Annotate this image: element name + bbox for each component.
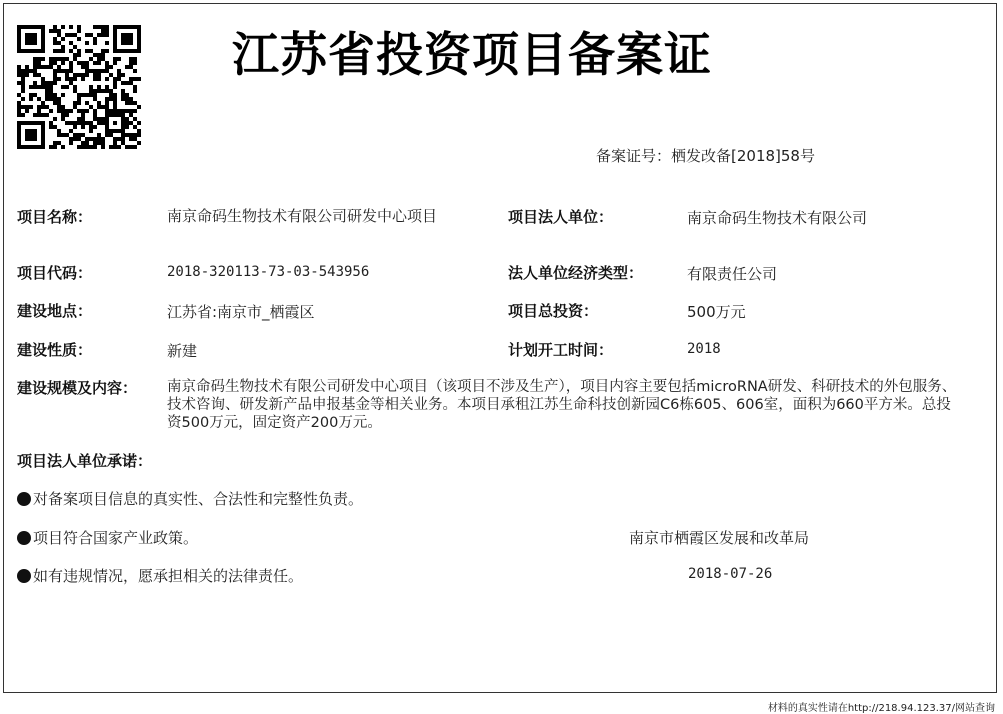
bullet-icon — [17, 569, 31, 583]
economic-type-label: 法人单位经济类型： — [508, 264, 644, 282]
certificate-title: 江苏省投资项目备案证 — [232, 28, 712, 83]
commitment-item-text: 如有违规情况，愿承担相关的法律责任。 — [33, 567, 304, 585]
certificate-frame — [3, 3, 997, 693]
scale-value: 南京命码生物技术有限公司研发中心项目（该项目不涉及生产），项目内容主要包括microRNA研发、科研技术的外包服务、技术咨询、研发新产品申报基金等相关业务。本项目承租江苏生命科技创新园C6栋605、606室，面积为660平方米。总投资500万元，固定资产200万元。 — [167, 379, 957, 431]
verification-footer: 材料的真实性请在http://218.94.123.37/网站查询 — [767, 703, 995, 714]
location-label: 建设地点： — [17, 302, 93, 320]
legal-entity-label: 项目法人单位： — [508, 208, 614, 226]
scale-label: 建设规模及内容： — [17, 379, 138, 397]
total-investment-label: 项目总投资： — [508, 302, 599, 320]
project-code-label: 项目代码： — [17, 264, 93, 282]
project-name-label: 项目名称： — [17, 208, 93, 226]
project-name-value: 南京命码生物技术有限公司研发中心项目 — [167, 207, 438, 225]
issue-date: 2018-07-26 — [688, 566, 773, 582]
bullet-icon — [17, 531, 31, 545]
start-time-label: 计划开工时间： — [508, 341, 614, 359]
nature-value: 新建 — [167, 342, 198, 360]
commitment-heading: 项目法人单位承诺： — [17, 452, 153, 470]
bullet-icon — [17, 492, 31, 506]
record-number: 备案证号：栖发改备[2018]58号 — [596, 147, 815, 165]
commitment-item-text: 对备案项目信息的真实性、合法性和完整性负责。 — [33, 490, 364, 508]
issuer-name: 南京市栖霞区发展和改革局 — [629, 529, 810, 547]
location-value: 江苏省:南京市_栖霞区 — [167, 303, 315, 321]
commitment-item — [17, 565, 303, 586]
commitment-item-text: 项目符合国家产业政策。 — [33, 529, 199, 547]
economic-type-value: 有限责任公司 — [687, 265, 778, 283]
commitment-item — [17, 527, 198, 548]
qr-code-icon — [17, 25, 141, 149]
nature-label: 建设性质： — [17, 341, 93, 359]
commitment-item — [17, 488, 363, 509]
start-time-value: 2018 — [687, 341, 721, 357]
project-code-value: 2018-320113-73-03-543956 — [167, 264, 370, 280]
total-investment-value: 500万元 — [687, 303, 746, 321]
legal-entity-value: 南京命码生物技术有限公司 — [687, 209, 868, 227]
